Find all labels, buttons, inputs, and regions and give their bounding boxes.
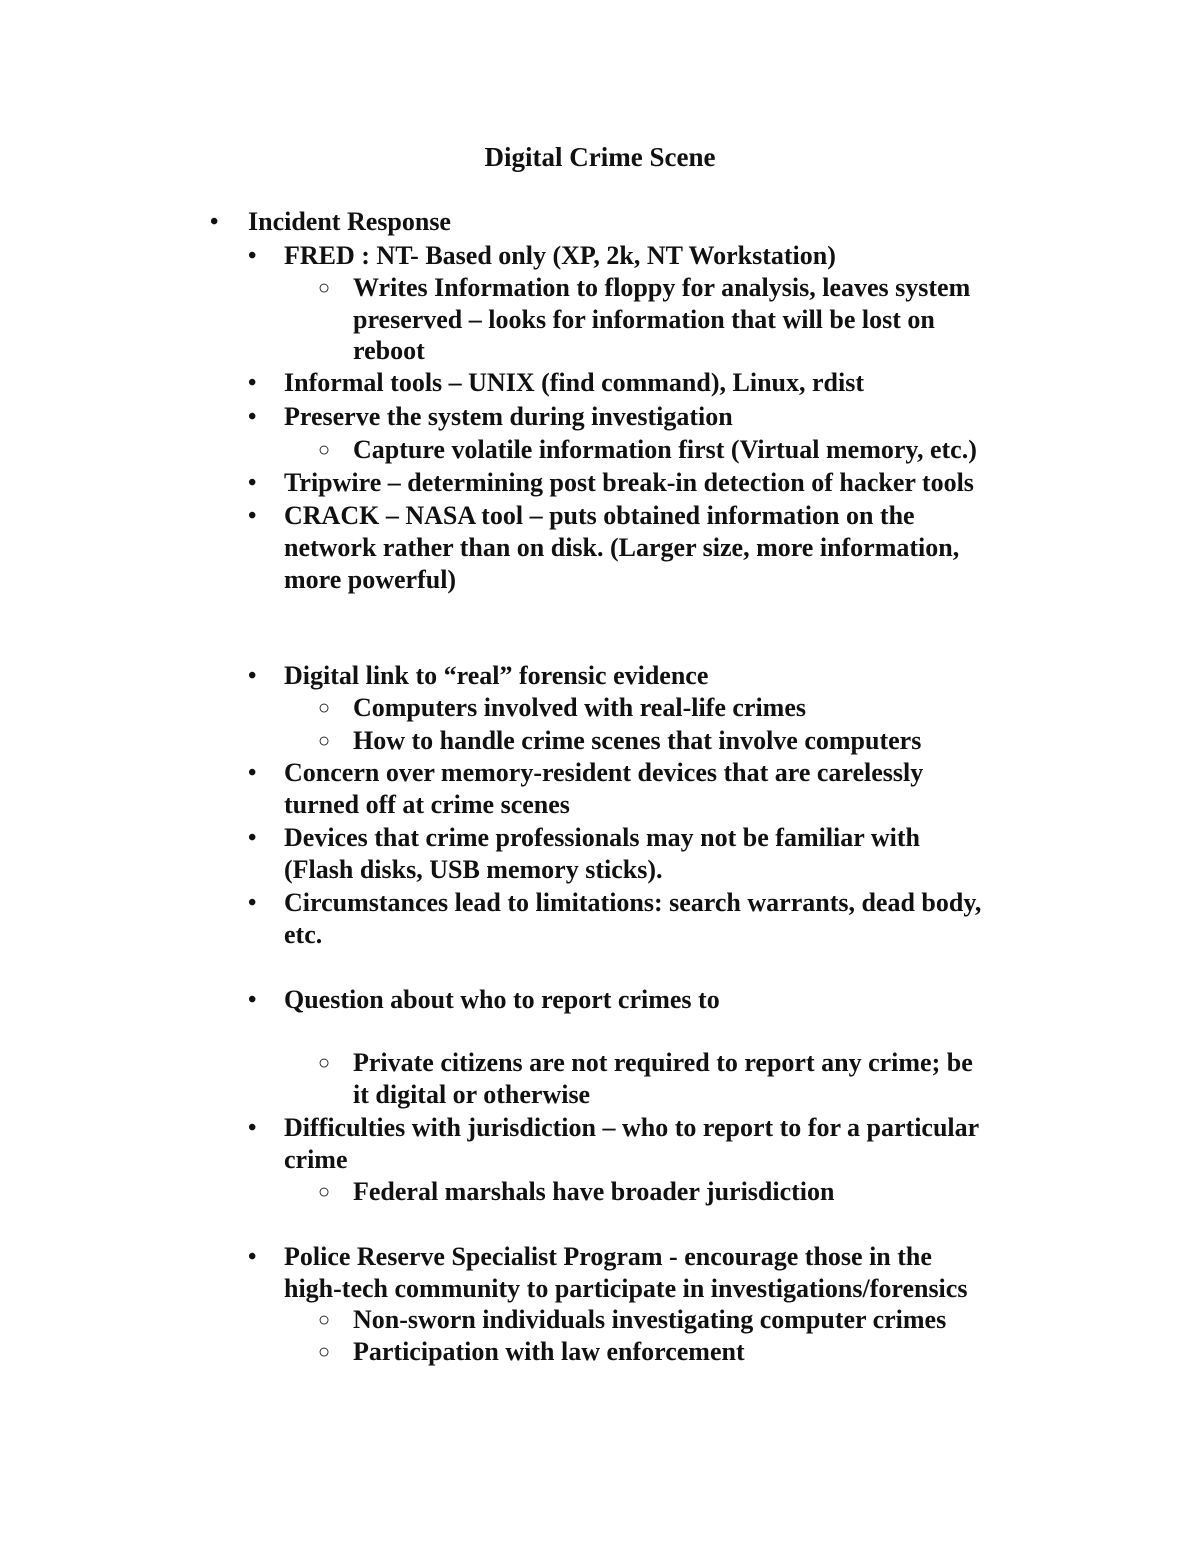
list-item: Computers involved with real-life crimes — [353, 693, 806, 722]
bullet-icon: • — [248, 825, 257, 851]
list-item: Private citizens are not required to report any crime; be — [353, 1048, 973, 1077]
list-item: Participation with law enforcement — [353, 1337, 745, 1366]
list-item-continuation: crime — [284, 1145, 348, 1174]
list-item: Writes Information to floppy for analysis, leaves system — [353, 273, 971, 302]
bullet-icon: • — [248, 503, 257, 529]
bullet-icon: • — [248, 663, 257, 689]
list-item: Preserve the system during investigation — [284, 402, 733, 431]
sub-bullet-icon: ○ — [318, 1341, 331, 1363]
list-item: Concern over memory-resident devices that are carelessly — [284, 758, 924, 787]
bullet-icon: • — [248, 243, 257, 269]
sub-bullet-icon: ○ — [318, 1181, 331, 1203]
sub-bullet-icon: ○ — [318, 697, 331, 719]
list-item: How to handle crime scenes that involve computers — [353, 726, 922, 755]
sub-bullet-icon: ○ — [318, 1309, 331, 1331]
bullet-icon: • — [248, 370, 257, 396]
bullet-icon: • — [248, 404, 257, 430]
bullet-icon: • — [248, 890, 257, 916]
list-item-continuation: network rather than on disk. (Larger size, more information, — [284, 533, 960, 562]
sub-bullet-icon: ○ — [318, 1052, 331, 1074]
list-item: Devices that crime professionals may not be familiar with — [284, 823, 920, 852]
bullet-icon: • — [248, 760, 257, 786]
list-item: Federal marshals have broader jurisdiction — [353, 1177, 835, 1206]
list-item: FRED : NT- Based only (XP, 2k, NT Workstation) — [284, 241, 836, 270]
list-item: Circumstances lead to limitations: search warrants, dead body, — [284, 888, 982, 917]
sub-bullet-icon: ○ — [318, 439, 331, 461]
bullet-icon: • — [248, 1115, 257, 1141]
list-item: Capture volatile information first (Virtual memory, etc.) — [353, 435, 977, 464]
list-item-continuation: it digital or otherwise — [353, 1080, 591, 1109]
list-item-continuation: turned off at crime scenes — [284, 790, 570, 819]
sub-bullet-icon: ○ — [318, 730, 331, 752]
list-item: Difficulties with jurisdiction – who to report to for a particular — [284, 1113, 980, 1142]
bullet-icon: • — [248, 1244, 257, 1270]
list-item-continuation: high-tech community to participate in investigations/forensics — [284, 1274, 968, 1303]
bullet-icon: • — [248, 987, 257, 1013]
list-item: Incident Response — [248, 207, 451, 236]
list-item: Tripwire – determining post break-in detection of hacker tools — [284, 468, 974, 497]
list-item: CRACK – NASA tool – puts obtained information on the — [284, 501, 915, 530]
sub-bullet-icon: ○ — [318, 277, 331, 299]
list-item-continuation: preserved – looks for information that will be lost on — [353, 305, 935, 334]
list-item-continuation: more powerful) — [284, 565, 457, 594]
list-item-continuation: (Flash disks, USB memory sticks). — [284, 855, 663, 884]
bullet-icon: • — [248, 470, 257, 496]
list-item: Question about who to report crimes to — [284, 985, 720, 1014]
page-title: Digital Crime Scene — [484, 142, 716, 172]
list-item: Non-sworn individuals investigating computer crimes — [353, 1305, 947, 1334]
bullet-icon: • — [210, 209, 219, 235]
list-item-continuation: reboot — [353, 336, 425, 365]
list-item: Digital link to “real” forensic evidence — [284, 661, 709, 690]
list-item: Informal tools – UNIX (find command), Linux, rdist — [284, 368, 864, 397]
list-item: Police Reserve Specialist Program - encourage those in the — [284, 1242, 932, 1271]
list-item-continuation: etc. — [284, 920, 323, 949]
